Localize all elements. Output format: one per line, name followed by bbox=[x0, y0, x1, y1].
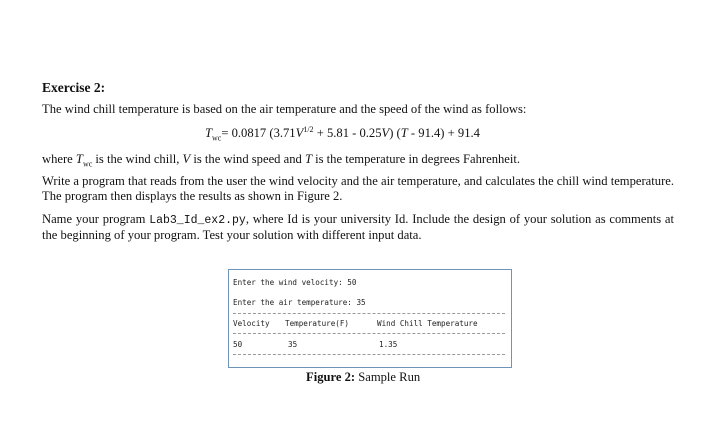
formula-v-var-2: V bbox=[381, 126, 390, 141]
where-text-2: is the wind chill, bbox=[92, 152, 183, 166]
console-value-windchill: 1.35 bbox=[379, 340, 398, 349]
console-value-temperature: 35 bbox=[288, 340, 298, 349]
figure-caption-label: Figure 2: bbox=[306, 370, 356, 384]
exercise-heading: Exercise 2: bbox=[42, 80, 106, 95]
formula-v-var: V bbox=[295, 126, 304, 141]
console-header-windchill: Wind Chill Temperature bbox=[377, 319, 478, 328]
formula-part2: + 5.81 - 0.25 bbox=[313, 126, 382, 141]
console-divider bbox=[233, 313, 505, 314]
program-filename: Lab3_Id_ex2.py bbox=[149, 214, 246, 227]
naming-text-1: Name your program bbox=[42, 212, 150, 226]
console-temperature-prompt: Enter the air temperature: 35 bbox=[233, 298, 366, 307]
naming-paragraph bbox=[42, 212, 674, 243]
figure-caption-text: Sample Run bbox=[355, 370, 421, 384]
where-text-4: is the temperature in degrees Fahrenheit. bbox=[311, 152, 521, 166]
where-text-1: where bbox=[42, 152, 76, 166]
sample-run-console bbox=[228, 269, 512, 368]
console-value-velocity: 50 bbox=[233, 340, 243, 349]
where-t-var: T bbox=[304, 152, 312, 166]
intro-paragraph: The wind chill temperature is based on the air temperature and the speed of the wind as follows: bbox=[42, 102, 527, 116]
wind-chill-formula bbox=[205, 125, 480, 143]
naming-text-2: , where Id is your university Id. Include the design of your solution as comments at the beginning of your program. Test your solution with different input data. bbox=[42, 212, 675, 242]
console-header-velocity: Velocity bbox=[233, 319, 270, 328]
console-header-temperature: Temperature(F) bbox=[285, 319, 350, 328]
formula-t-var-2: T bbox=[400, 126, 408, 141]
console-divider bbox=[233, 354, 505, 355]
formula-part4: - 91.4) + 91.4 bbox=[407, 126, 480, 141]
formula-t-var: T bbox=[205, 126, 213, 141]
task-paragraph: Write a program that reads from the user the wind velocity and the air temperature, and calculates the chill wind temperature. The program then displays the results as shown in Figure 2. bbox=[42, 174, 674, 203]
where-paragraph bbox=[42, 152, 674, 172]
formula-part1: = 0.0817 (3.71 bbox=[221, 126, 296, 141]
where-twc-sub: wc bbox=[82, 159, 93, 169]
console-velocity-prompt: Enter the wind velocity: 50 bbox=[233, 278, 357, 287]
where-text-3: is the wind speed and bbox=[190, 152, 305, 166]
formula-wc-sub: wc bbox=[212, 133, 222, 143]
formula-part3: ) ( bbox=[389, 126, 401, 141]
formula-v-exponent: 1/2 bbox=[303, 125, 314, 134]
where-twc-var: T bbox=[75, 152, 83, 166]
figure-caption bbox=[306, 370, 420, 385]
console-divider bbox=[233, 333, 505, 334]
where-v-var: V bbox=[182, 152, 191, 166]
